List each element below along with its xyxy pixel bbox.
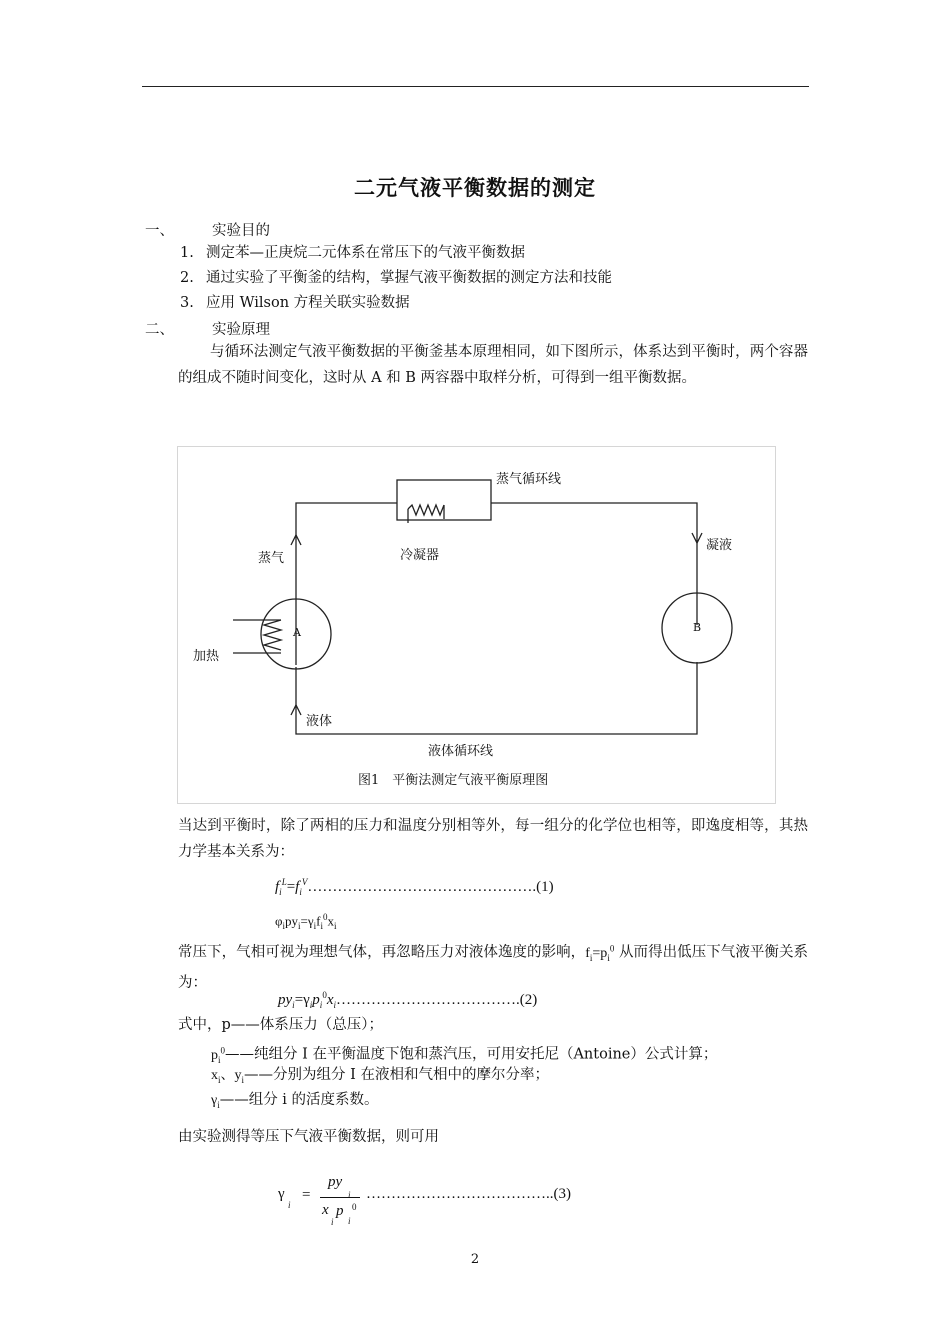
- definition-xi-yi: $x_i$、$y_i——$分别为组分 I 在液相和气相中的摩尔分率；: [211, 1067, 549, 1085]
- figure-caption: 图1 平衡法测定气液平衡原理图: [358, 773, 549, 788]
- figure-equilibrium-schematic: [177, 446, 776, 804]
- section1-heading: 实验目的: [212, 223, 270, 239]
- label-vessel-a: A: [293, 626, 301, 639]
- equation-2-label: (2): [519, 992, 538, 1008]
- section1-number: 一、: [145, 223, 174, 239]
- definition-xi-yi-text: ——分别为组分 I 在液相和气相中的摩尔分率；: [244, 1067, 549, 1083]
- header-rule: [142, 86, 809, 87]
- definition-pi0: $p_i^0——$纯组分 I 在平衡温度下饱和蒸汽压，可用安托尼（Antoine）公式计算；: [211, 1045, 718, 1065]
- condenser-coil: [408, 505, 444, 515]
- label-vapor-circulation-line: 蒸气循环线: [496, 472, 562, 487]
- low-pressure-text-b: 从而得出低压下气液平衡关系为：: [178, 944, 809, 992]
- activity-paragraph: 由实验测得等压下气液平衡数据，则可用: [178, 1129, 439, 1145]
- equation-3: γ i = py i x i p i 0 ………………………………..(3): [278, 1174, 571, 1227]
- equation-1-label: (1): [536, 879, 554, 895]
- list-item-number: 3.: [180, 295, 194, 311]
- low-pressure-text-a: 常压下，气相可视为理想气体，再忽略压力对液体逸度的影响，: [178, 944, 586, 961]
- equation-1-dots: ……………………………………….: [307, 879, 537, 895]
- section2-heading: 实验原理: [212, 322, 270, 338]
- label-liquid-circulation-line: 液体循环线: [428, 744, 494, 759]
- definition-gamma: $\gamma_i——$组分 i 的活度系数。: [211, 1092, 379, 1110]
- equation-3-dots: ………………………………..: [366, 1186, 554, 1202]
- definition-gamma-text: ——组分 i 的活度系数。: [219, 1092, 379, 1108]
- vapor-pipe-left: [296, 503, 397, 665]
- liquid-pipe: [296, 662, 697, 734]
- principle-paragraph: 与循环法测定气液平衡数据的平衡釜基本原理相同，如下图所示，体系达到平衡时，两个容器的组成不随时间变化，这时从 A 和 B 两容器中取样分析，可得到一组平衡数据。: [178, 344, 808, 386]
- label-liquid: 液体: [306, 714, 333, 729]
- vapor-pipe-right: [491, 503, 697, 625]
- label-condensate: 凝液: [706, 538, 733, 553]
- low-pressure-paragraph: [178, 935, 808, 996]
- equation-2: $py_i=\gamma_ip_i^0x_i\dots\dots\dots\dots\dots\dots\dots\dots\dots\dots\dots\dots.(2)$: [278, 990, 538, 1010]
- list-item: 应用 Wilson 方程关联实验数据: [206, 295, 410, 311]
- equation-2-dots: ……………………………….: [336, 992, 520, 1008]
- definition-lead: 式中，p——体系压力（总压）；: [178, 1017, 384, 1033]
- list-item-number: 1.: [180, 245, 194, 261]
- equation-3-label: (3): [553, 1186, 571, 1202]
- inline-equation: $f_i=p_i^0$: [585, 943, 615, 963]
- list-item: 通过实验了平衡釜的结构，掌握气液平衡数据的测定方法和技能: [206, 270, 612, 286]
- label-condenser: 冷凝器: [400, 548, 440, 563]
- definition-pi0-text: ——纯组分 I 在平衡温度下饱和蒸汽压，可用安托尼（Antoine）公式计算；: [225, 1046, 718, 1063]
- document-title: 二元气液平衡数据的测定: [354, 176, 596, 200]
- equation-1: $f_i^L=f_i^V\dots\dots\dots\dots\dots\dots\dots\dots\dots\dots\dots\dots\dots\dots\dots.(1)$: [275, 877, 554, 897]
- equation-1b: $\varphi_ipy_i=\gamma_if_i^0x_i$: [275, 912, 337, 931]
- list-item: 测定苯—正庚烷二元体系在常压下的气液平衡数据: [206, 245, 525, 261]
- list-item-number: 2.: [180, 270, 194, 286]
- label-heating: 加热: [193, 649, 220, 664]
- label-vapor: 蒸气: [258, 551, 285, 566]
- fraction-bar: [320, 1197, 360, 1198]
- label-vessel-b: B: [693, 621, 702, 634]
- equilibrium-paragraph: 当达到平衡时，除了两相的压力和温度分别相等外，每一组分的化学位也相等，即逸度相等，其热力学基本关系为：: [178, 818, 808, 860]
- heater-coil: [264, 620, 281, 650]
- page-number: 2: [470, 1252, 480, 1267]
- section2-number: 二、: [145, 322, 174, 338]
